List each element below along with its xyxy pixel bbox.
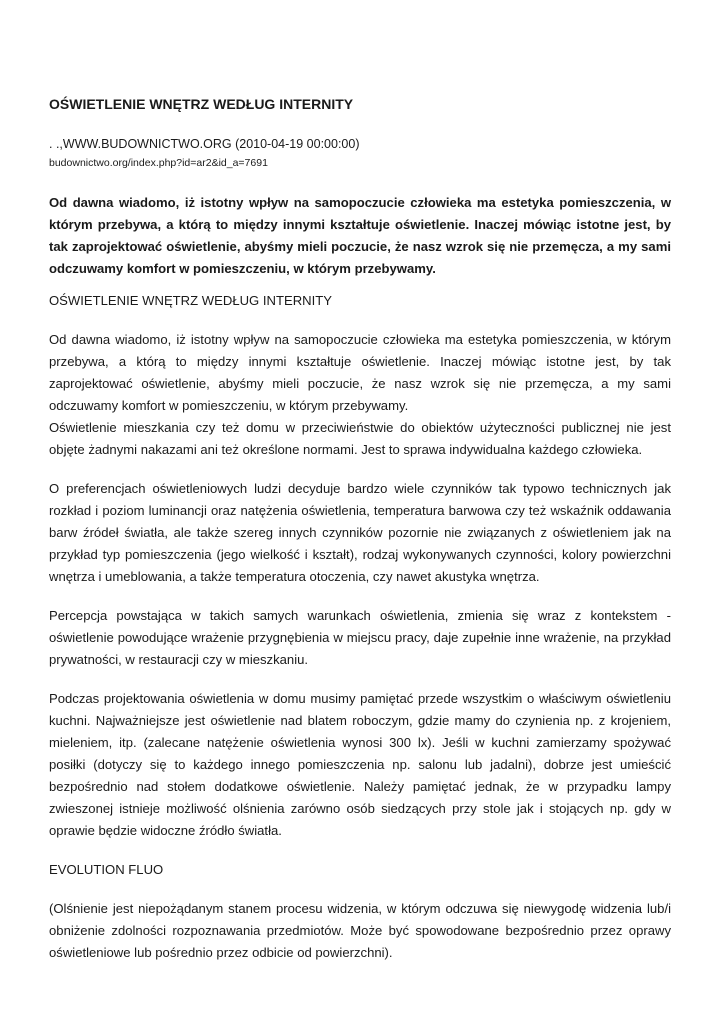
body-paragraph: O preferencjach oświetleniowych ludzi decyduje bardzo wiele czynników tak typowo technicznych jak rozkład i poziom luminancji oraz natężenia oświetlenia, temperatura barwowa czy też wskaźnik oddawania barw źródeł światła, ale także szereg innych czynników pozornie nie związanych z oświetleniem jak na przykład typ pomieszczenia (jego wielkość i kształt), rodzaj wykonywanych czynności, kolory powierzchni wnętrza i umeblowania, a także temperatura otoczenia, czy nawet akustyka wnętrza. bbox=[49, 481, 671, 584]
subheading: EVOLUTION FLUO bbox=[49, 862, 164, 877]
closing-paragraph: (Olśnienie jest niepożądanym stanem procesu widzenia, w którym odczuwa się niewygodę widzenia lub/i obniżenie zdolności rozpoznawania przedmiotów. Może być spowodowane bezpośrednio przez oprawy oświetleniowe lub pośrednio przez odbicie od powierzchni). bbox=[49, 901, 671, 960]
section-heading: OŚWIETLENIE WNĘTRZ WEDŁUG INTERNITY bbox=[49, 293, 332, 308]
source-url: budownictwo.org/index.php?id=ar2&id_a=7691 bbox=[49, 157, 268, 169]
lead-paragraph: Od dawna wiadomo, iż istotny wpływ na samopoczucie człowieka ma estetyka pomieszczenia, w którym przebywa, a którą to między innymi kształtuje oświetlenie. Inaczej mówiąc istotne jest, by tak zaprojektować oświetlenie, abyśmy mieli poczucie, że nasz wzrok się nie przemęcza, a my sami odczuwamy komfort w pomieszczeniu, w którym przebywamy. bbox=[49, 195, 671, 276]
body-paragraph: Od dawna wiadomo, iż istotny wpływ na samopoczucie człowieka ma estetyka pomieszczenia, w którym przebywa, a którą to między innymi kształtuje oświetlenie. Inaczej mówiąc istotne jest, by tak zaprojektować oświetlenie, abyśmy mieli poczucie, że nasz wzrok się nie przemęcza, a my sami odczuwamy komfort w pomieszczeniu, w którym przebywamy. bbox=[49, 332, 671, 413]
article-body bbox=[49, 290, 671, 981]
source-line: . .,WWW.BUDOWNICTWO.ORG (2010-04-19 00:00:00) bbox=[49, 137, 360, 151]
body-paragraph: Percepcja powstająca w takich samych warunkach oświetlenia, zmienia się wraz z kontekstem - oświetlenie powodujące wrażenie przygnębienia w miejscu pracy, daje zupełnie inne wrażenie, na przykład prywatności, w restauracji czy w mieszkaniu. bbox=[49, 608, 671, 667]
body-paragraph: Oświetlenie mieszkania czy też domu w przeciwieństwie do obiektów użyteczności publicznej nie jest objęte żadnymi nakazami ani też określone normami. Jest to sprawa indywidualna każdego człowieka. bbox=[49, 420, 671, 457]
body-paragraph: Podczas projektowania oświetlenia w domu musimy pamiętać przede wszystkim o właściwym oświetleniu kuchni. Najważniejsze jest oświetlenie nad blatem roboczym, gdzie mamy do czynienia np. z krojeniem, mieleniem, itp. (zalecane natężenie oświetlenia wynosi 300 lx). Jeśli w kuchni zamierzamy spożywać posiłki (dotyczy się to każdego innego pomieszczenia np. salonu lub jadalni), dobrze jest umieścić bezpośrednio nad stołem dodatkowe oświetlenie. Należy pamiętać jednak, że w przypadku lampy zwieszonej istnieje możliwość olśnienia zarówno osób siedzących przy stole jak i stojących np. gdy w oprawie będzie widoczne źródło światła. bbox=[49, 691, 671, 838]
article-title: OŚWIETLENIE WNĘTRZ WEDŁUG INTERNITY bbox=[49, 96, 354, 112]
